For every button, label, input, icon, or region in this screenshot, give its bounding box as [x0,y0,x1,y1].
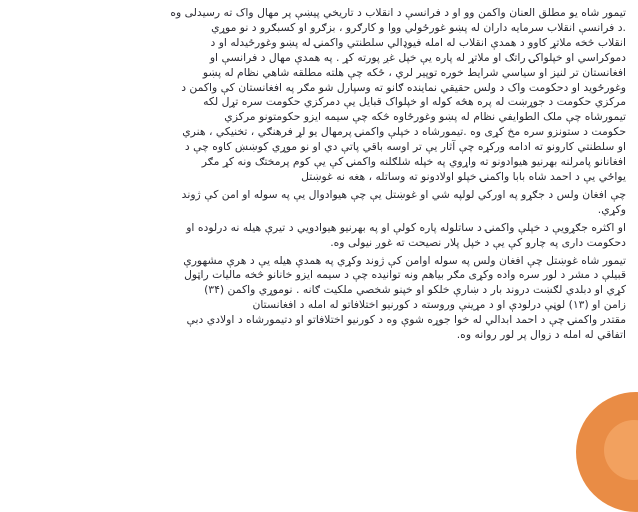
text-line: کړي او دبلدي لګښت دروند بار د ښارې خلکو او خپنو شخصي ملکیت ګانه . نوموړي واکمن (۳۴) [204,283,626,297]
text-line: او اکثره جګړویې د خپلې واکمنۍ د ساتلوله پاره کولې او په بهرنیو هیوادویي د تیرې هیله نه درلوده او [186,220,626,234]
text-line: دموکراسي او خپلواکۍ راتګ او ملاتړ له پاره یې خپل غږ پورته کړ . په همدې مهال د فرانسې او [209,50,626,64]
text-line: انقلاب څخه ملاتړ کاوو د همدې انقلاب له امله فیوډالي سلطنتي واکمنۍ له پښو وغورځیدله او د [210,35,626,49]
text-line: تیمور شاه یو مطلق العنان واکمن وو او د فرانسې د انقلاب د تاریخي پیښې پر مهال واک ته رسیدلی وه [170,6,626,19]
text-line: قبیلې د مشر د لور سره واده وکړی مګر بیاهم ونه توانیده چې د سیمه ایزو خانانو څخه مالیات راټول [184,268,626,282]
text-line: زامن او (۱۳) لوڼې درلودې او د مړینې وروسته د کورنیو اختلافاتو له امله د افغانستان [252,298,626,312]
text-line: مرکزي حکومت د جوړښت له پره هڅه کوله او خپلواک قبایل یې دمرکزي حکومت سره تړل لکه [203,95,626,109]
text-line: مقتدر واکمنۍ چې د احمد ابدالي له خوا جوړه شوې وه د کورنیو اختلافاتو او دتیمورشاه د اولادي دبې [186,313,626,327]
text-line: .د فرانسې انقلاب سرمایه داران له پښو غورځولي ووا و کارګرو ، بزګرو او کسبګرو د نو موړي [211,20,626,34]
text-line: حکومت د ستونزو سره مخ کړی وه .تیمورشاه د خپلې واکمنۍ پرمهال یو لړ فرهنګي ، تخنیکي ، هنري [182,125,626,139]
text-line: افغانانو پامرلنه بهرنیو هیوادونو ته واړوي په خپله شلګلنه واکمنۍ کې یې کوم پرمختګ ونه کړ مګر [201,155,626,169]
text-line: دحکومت داری په چارو کې یې د خپل پلار نصیحت ته غوږ نیولی وه. [330,235,626,249]
text-frame [14,6,630,468]
text-line: تیمور شاه غوښتل چې افغان ولس په سوله اوامن کې ژوند وکړي په همدې هیله یې د هرې مشهورې [183,253,626,267]
text-line: وغورځوید او دحکومت واک د ولس حقیقي نماینده ګانو ته وسپارل شو مګر په افغانستان کې واکمن د [181,80,626,94]
text-line: چې افغان ولس د جګړو په اورکي لولپه شي او غوښتل يې چې هیوادوال یې په سوله او امن کې ژوند [181,187,626,201]
text-line: او سلطنتي کارونو ته ادامه ورکړه چې آثار یې تر اوسه باقي پاتې دي او نو موړي کوښښ کاوه چې د [184,140,626,154]
text-line: وکړي. [597,202,626,216]
slide-body-text [72,6,626,343]
text-line: افغانستان تر لنیز او سیاسي شرایط خوره توپیر لري ، ځکه چې هلته مطلقه شاهي نظام له پښو [202,65,626,79]
text-line: تیمورشاه چې ملک الطوایفي نظام له پښو وغورځاوه څکه چې سیمه ایزو حکومتونو مرکزي [224,110,626,124]
text-line: اتفاقي له امله د زوال پر لور روانه وه. [456,328,626,342]
text-line: یواځي یې د احمد شاه بابا واکمنۍ خپلو اولادونو ته وساتله ، هغه نه غوښتل [301,169,626,183]
